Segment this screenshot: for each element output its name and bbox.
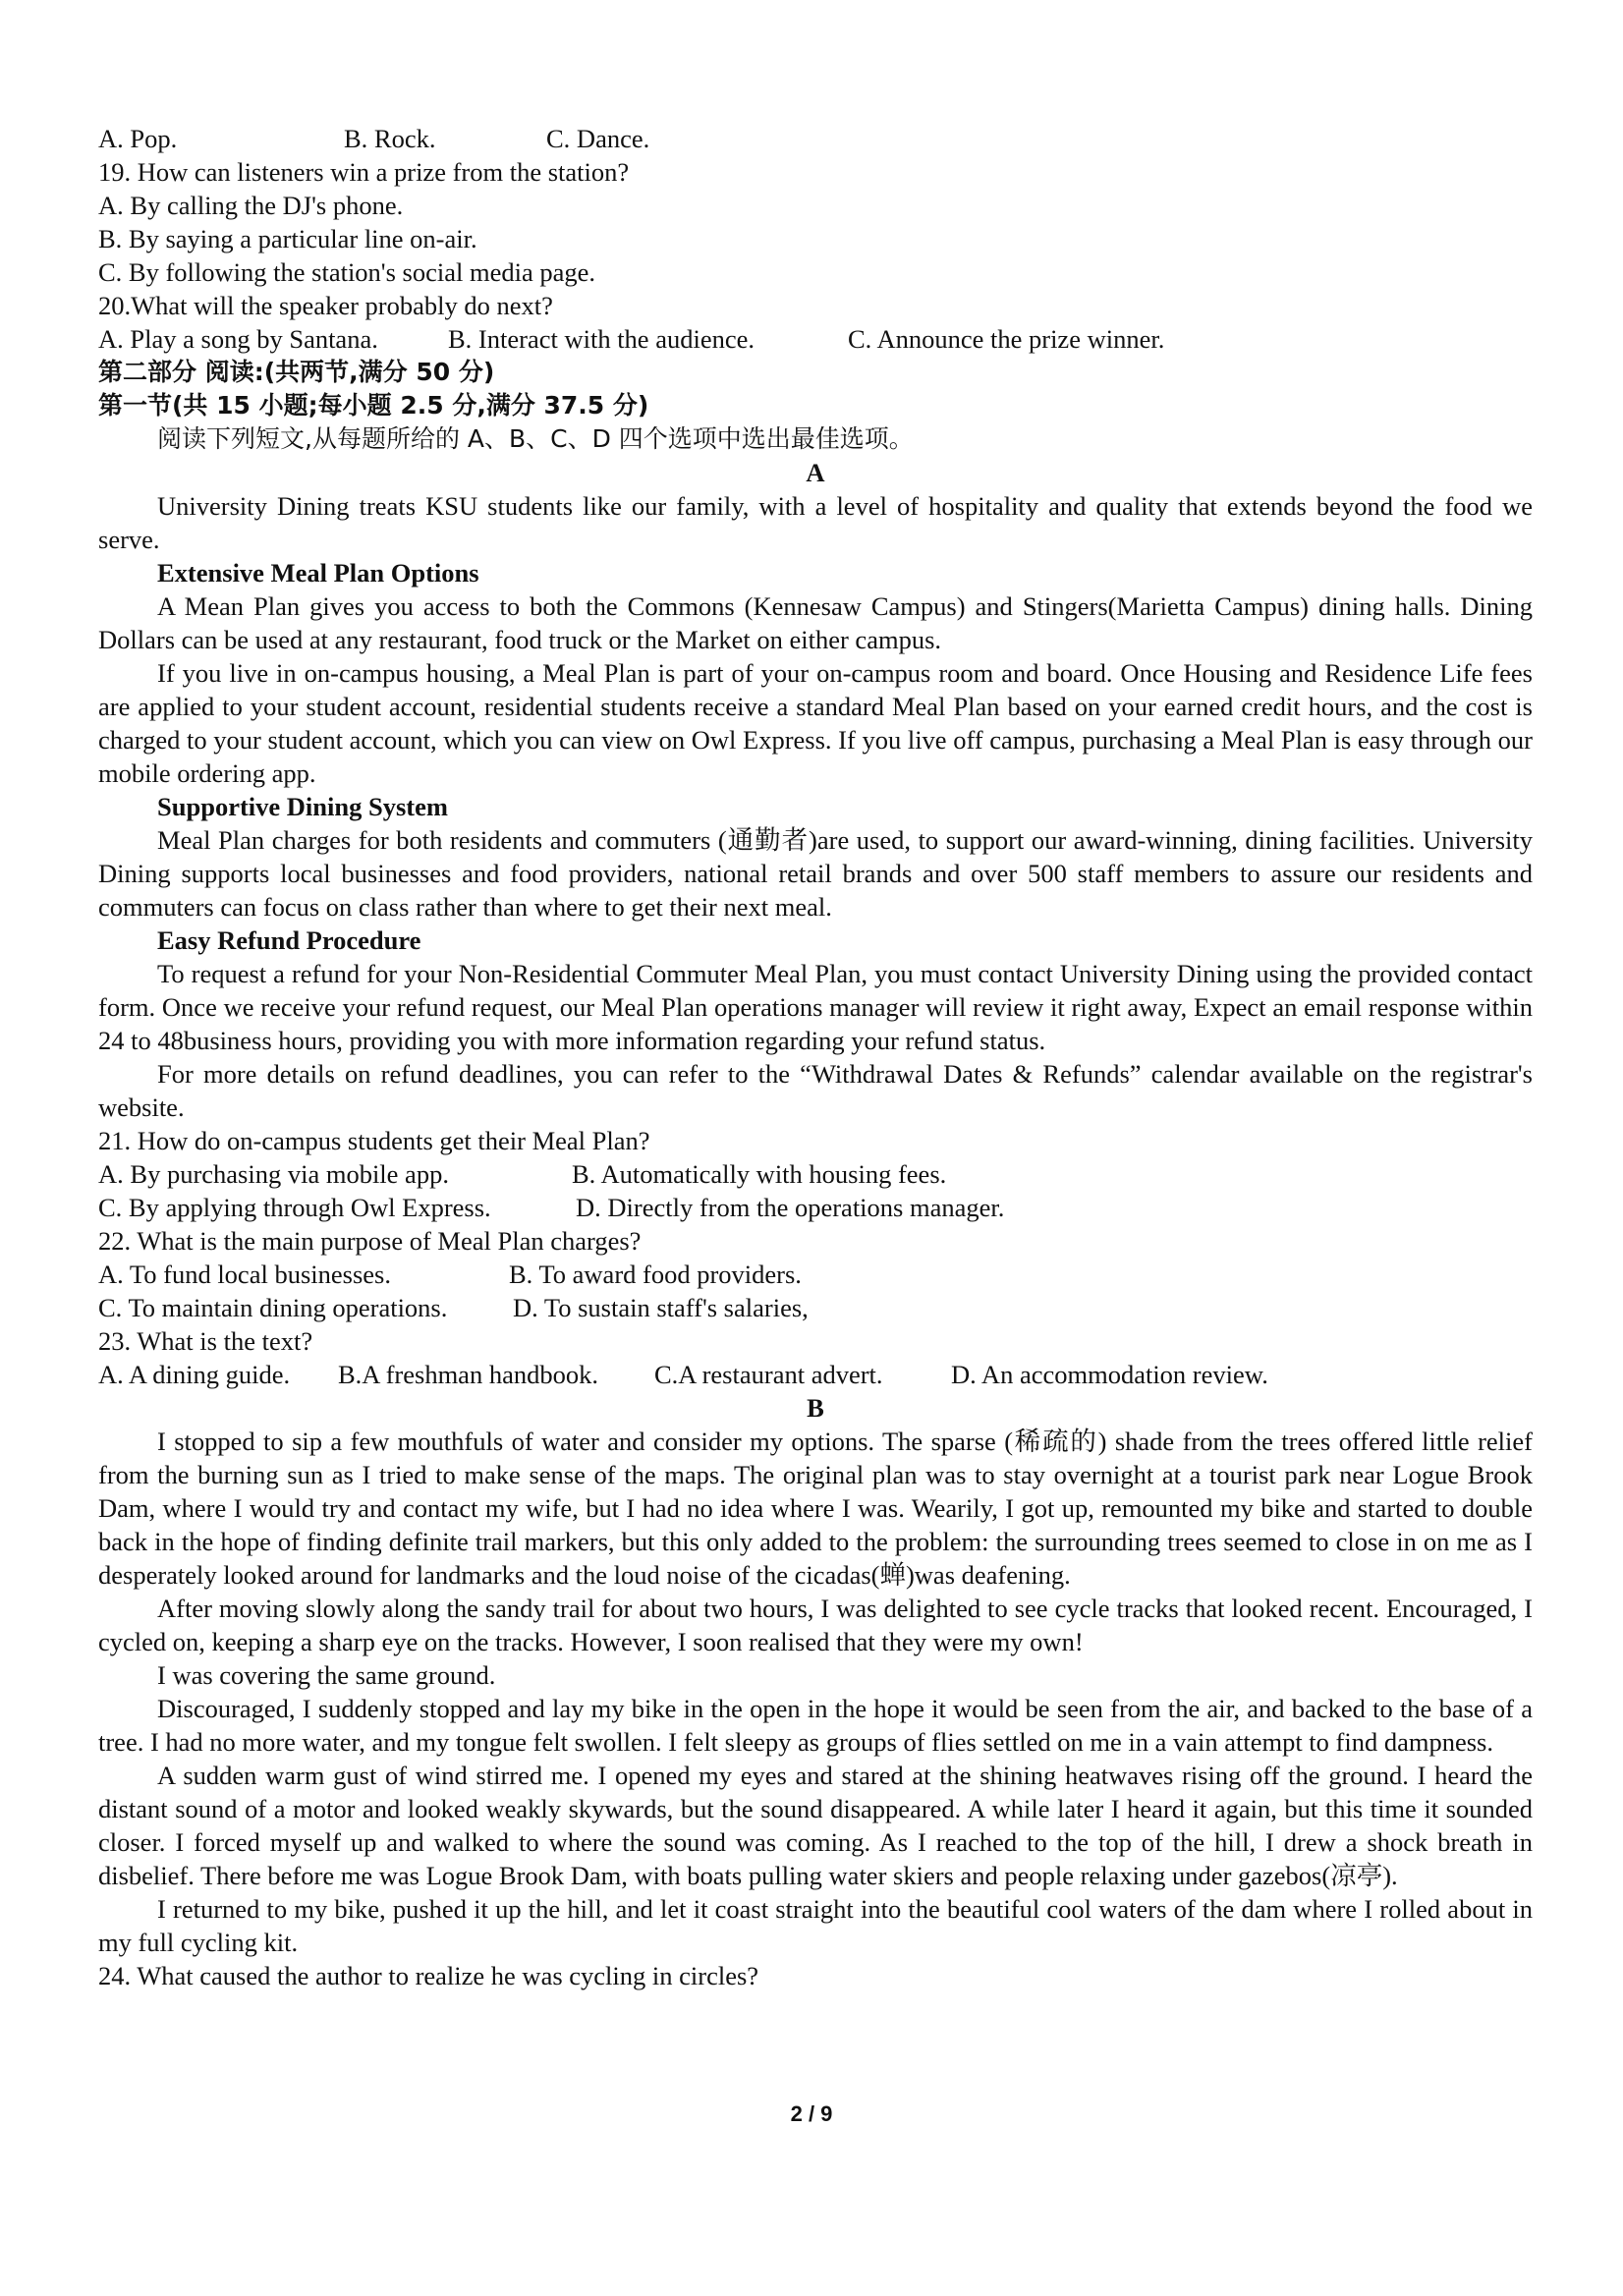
exam-page: [98, 122, 1533, 1992]
passage-a-label: A: [806, 458, 825, 487]
passage-a-heading-1: Extensive Meal Plan Options: [157, 558, 479, 588]
passage-a-heading-2: Supportive Dining System: [157, 792, 448, 821]
passage-b-paragraph-1: I stopped to sip a few mouthfuls of water and consider my options. The sparse (稀疏的) shade from the trees offered little relief from the burning sun as I tried to make sense of the maps. The original plan was to stay overnight at a tourist park near Logue Brook Dam, where I would try and contact my wife, but I had no idea where I was. Wearily, I got up, remounted my bike and started to double back in the hope of finding definite trail markers, but this only added to the problem: the surrounding trees seemed to close in on me as I desperately looked around for landmarks and the loud noise of the cicadas(蝉)was deafening.: [98, 1427, 1533, 1590]
passage-b-paragraph-6: I returned to my bike, pushed it up the hill, and let it coast straight into the beautiful cool waters of the dam where I rolled about in my full cycling kit.: [98, 1894, 1533, 1957]
q22-options-row-2: [98, 1291, 1533, 1324]
q20-option-c: C. Announce the prize winner.: [848, 324, 1165, 354]
q21-options-row-1: [98, 1157, 1533, 1191]
q20-options: [98, 322, 1533, 356]
passage-a-paragraph-2: If you live in on-campus housing, a Meal Plan is part of your on-campus room and board. Once Housing and Residence Life fees are applied to your student account, residential students receive a standard Meal Plan based on your earned credit hours, and the cost is charged to your student account, which you can view on Owl Express. If you live off campus, purchasing a Meal Plan is easy through our mobile ordering app.: [98, 658, 1533, 788]
q19-stem: 19. How can listeners win a prize from the station?: [98, 157, 630, 187]
q23-option-c: C.A restaurant advert.: [654, 1360, 883, 1389]
q21-option-c: C. By applying through Owl Express.: [98, 1193, 491, 1222]
q18-option-c: C. Dance.: [546, 124, 650, 153]
q21-option-b: B. Automatically with housing fees.: [572, 1159, 947, 1189]
passage-b-paragraph-5: A sudden warm gust of wind stirred me. I opened my eyes and stared at the shining heatwaves rising off the ground. I heard the distant sound of a motor and looked weakly skywards, but the sound disappeared. A while later I heard it again, but this time it sounded closer. I forced myself up and walked to where the sound was coming. As I reached to the top of the hill, I drew a shock breath in disbelief. There before me was Logue Brook Dam, with boats pulling water skiers and people relaxing under gazebos(凉亭).: [98, 1761, 1533, 1890]
q21-option-d: D. Directly from the operations manager.: [576, 1193, 1005, 1222]
q22-option-b: B. To award food providers.: [509, 1260, 802, 1289]
q24-stem: 24. What caused the author to realize he was cycling in circles?: [98, 1961, 759, 1990]
q20-stem: 20.What will the speaker probably do next?: [98, 291, 553, 320]
q23-option-d: D. An accommodation review.: [951, 1360, 1268, 1389]
passage-a-paragraph-5: For more details on refund deadlines, you can refer to the “Withdrawal Dates & Refunds” calendar available on the registrar's website.: [98, 1059, 1533, 1122]
q21-options-row-2: [98, 1191, 1533, 1224]
passage-a-paragraph-1: A Mean Plan gives you access to both the Commons (Kennesaw Campus) and Stingers(Marietta Campus) dining halls. Dining Dollars can be used at any restaurant, food truck or the Market on either campus.: [98, 591, 1533, 654]
q18-option-b: B. Rock.: [344, 124, 436, 153]
passage-b-paragraph-3: I was covering the same ground.: [157, 1660, 496, 1690]
q23-options: [98, 1358, 1533, 1391]
q23-stem: 23. What is the text?: [98, 1326, 313, 1356]
passage-b-paragraph-2: After moving slowly along the sandy trail for about two hours, I was delighted to see cycle tracks that looked recent. Encouraged, I cycled on, keeping a sharp eye on the tracks. However, I soon realised that they were my own!: [98, 1594, 1533, 1656]
passage-b-label: B: [807, 1393, 824, 1423]
q22-option-d: D. To sustain staff's salaries,: [513, 1293, 809, 1322]
section1-title: 第一节(共 15 小题;每小题 2.5 分,满分 37.5 分): [98, 391, 649, 420]
passage-b-paragraph-4: Discouraged, I suddenly stopped and lay my bike in the open in the hope it would be seen from the air, and backed to the base of a tree. I had no more water, and my tongue felt swollen. I felt sleepy as groups of flies settled on me in a vain attempt to find dampness.: [98, 1694, 1533, 1757]
q18-options: [98, 122, 1533, 155]
q20-option-b: B. Interact with the audience.: [448, 324, 755, 354]
q19-option-b: B. By saying a particular line on-air.: [98, 224, 477, 253]
q21-option-a: A. By purchasing via mobile app.: [98, 1159, 449, 1189]
q22-option-a: A. To fund local businesses.: [98, 1260, 391, 1289]
q22-options-row-1: [98, 1258, 1533, 1291]
q23-option-a: A. A dining guide.: [98, 1360, 291, 1389]
q22-option-c: C. To maintain dining operations.: [98, 1293, 448, 1322]
q19-option-c: C. By following the station's social media page.: [98, 257, 595, 287]
q20-option-a: A. Play a song by Santana.: [98, 324, 378, 354]
q19-option-a: A. By calling the DJ's phone.: [98, 191, 404, 220]
q22-stem: 22. What is the main purpose of Meal Plan charges?: [98, 1226, 642, 1256]
passage-a-intro: University Dining treats KSU students like our family, with a level of hospitality and quality that extends beyond the food we serve.: [98, 491, 1533, 554]
passage-a-paragraph-3: Meal Plan charges for both residents and commuters (通勤者)are used, to support our award-winning, dining facilities. University Dining supports local businesses and food providers, national retail brands and over 500 staff members to assure our residents and commuters can focus on class rather than where to get their next meal.: [98, 825, 1533, 922]
part2-title: 第二部分 阅读:(共两节,满分 50 分): [98, 358, 495, 386]
passage-a-heading-3: Easy Refund Procedure: [157, 925, 421, 955]
passage-a-paragraph-4: To request a refund for your Non-Residential Commuter Meal Plan, you must contact University Dining using the provided contact form. Once we receive your refund request, our Meal Plan operations manager will review it right away, Expect an email response within 24 to 48business hours, providing you with more information regarding your refund status.: [98, 959, 1533, 1055]
reading-instruction: 阅读下列短文,从每题所给的 A、B、C、D 四个选项中选出最佳选项。: [157, 424, 914, 453]
q21-stem: 21. How do on-campus students get their Meal Plan?: [98, 1126, 650, 1155]
q18-option-a: A. Pop.: [98, 124, 178, 153]
page-number: 2 / 9: [790, 2101, 833, 2126]
q23-option-b: B.A freshman handbook.: [338, 1360, 598, 1389]
